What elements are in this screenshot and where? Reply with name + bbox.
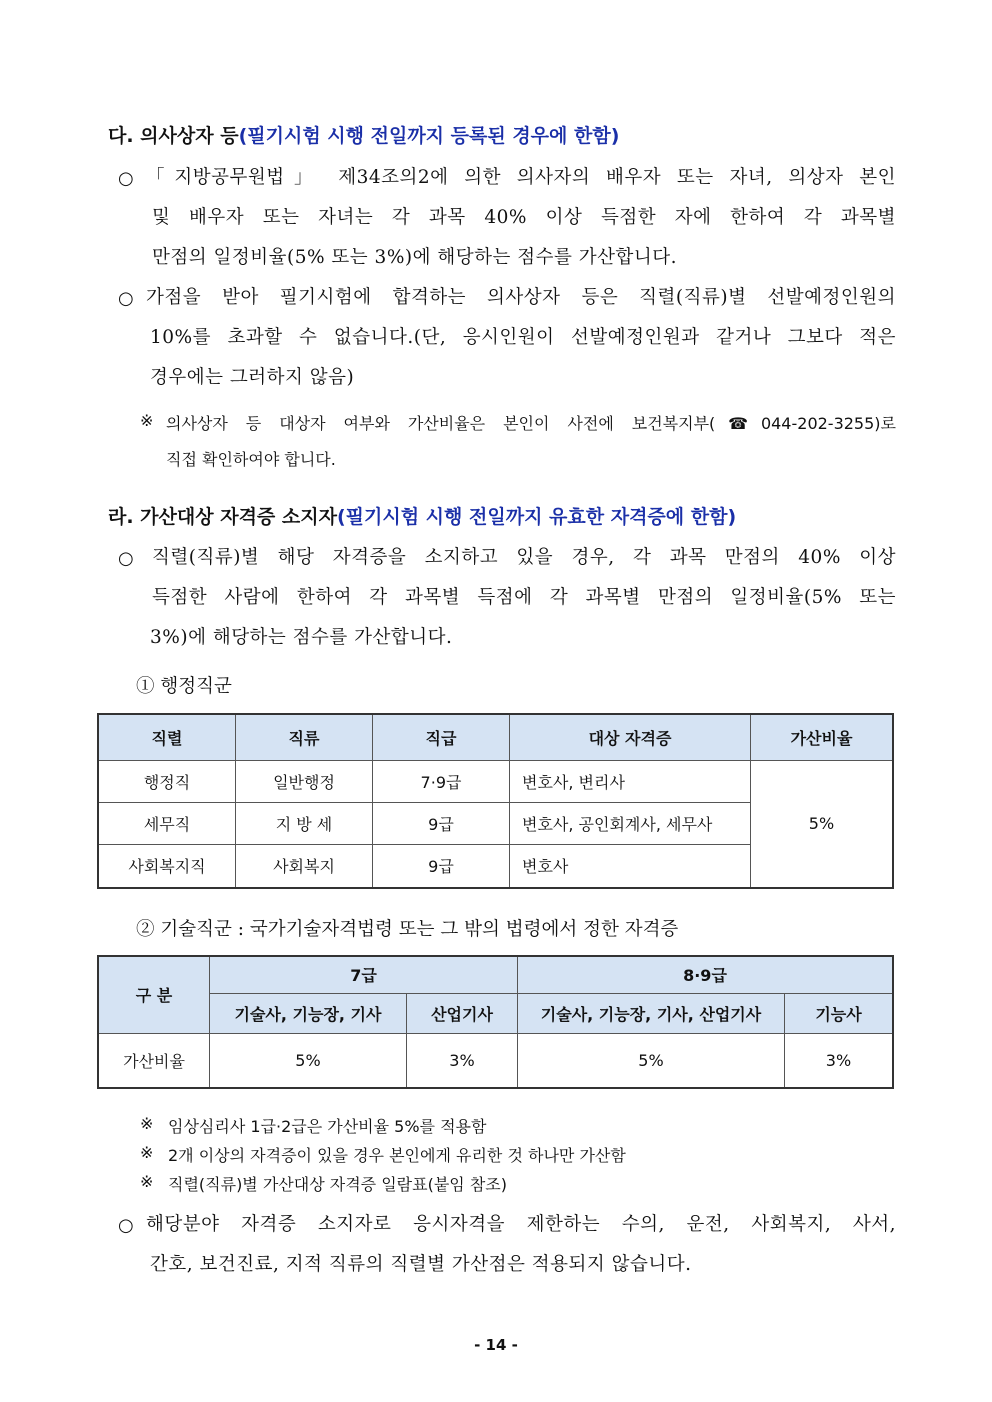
note-line: 임상심리사 1급·2급은 가산비율 5%를 적용함 <box>168 1117 487 1136</box>
tech-certificate-table <box>97 955 894 1089</box>
table-subheader: 산업기사 <box>407 993 518 1033</box>
note-line: 2개 이상의 자격증이 있을 경우 본인에게 유리한 것 하나만 가산함 <box>168 1146 626 1165</box>
table-subheader: 기능사 <box>785 993 894 1033</box>
table-subheader: 기술사, 기능장, 기사 <box>210 993 407 1033</box>
table-subheader: 기술사, 기능장, 기사, 산업기사 <box>518 993 785 1033</box>
table-cell: 3% <box>785 1033 894 1088</box>
table-cell: 변호사, 공인회계사, 세무사 <box>510 802 751 844</box>
paragraph-line: 3%)에 해당하는 점수를 가산합니다. <box>150 627 453 648</box>
note-marker: ※ <box>140 1172 154 1191</box>
paragraph-line: 「지방공무원법」 제34조의2에 의한 의사자의 배우자 또는 자녀, 의상자 본인 <box>146 167 896 188</box>
table-header: 직류 <box>236 714 373 760</box>
subsection-admin-title: ① 행정직군 <box>136 676 232 697</box>
table-group-header: 8·9급 <box>518 956 894 993</box>
paragraph-line: 만점의 일정비율(5% 또는 3%)에 해당하는 점수를 가산합니다. <box>152 247 677 268</box>
table-group-header: 7급 <box>210 956 518 993</box>
table-cell: 7·9급 <box>373 760 510 802</box>
table-cell: 변호사 <box>510 844 751 888</box>
section-da-note-line-2: 직접 확인하여야 합니다. <box>166 450 336 469</box>
section-da-condition: (필기시험 시행 전일까지 등록된 경우에 한함) <box>238 125 620 147</box>
paragraph-line: 경우에는 그러하지 않음) <box>150 367 355 388</box>
table-header: 대상 자격증 <box>510 714 751 760</box>
table-cell: 5% <box>518 1033 785 1088</box>
paragraph-line: 10%를 초과할 수 없습니다.(단, 응시인원이 선발예정인원과 같거나 그보다 적은 <box>150 327 896 348</box>
table-cell: 일반행정 <box>236 760 373 802</box>
paragraph-line: 및 배우자 또는 자녀는 각 과목 40% 이상 득점한 자에 한하여 각 과목별 <box>152 207 896 228</box>
section-da-bullet-2 <box>146 278 896 398</box>
table-cell: 지 방 세 <box>236 802 373 844</box>
paragraph-line: 간호, 보건진료, 지적 직류의 직렬별 가산점은 적용되지 않습니다. <box>150 1254 692 1275</box>
bullet-marker: ○ <box>118 288 134 309</box>
table-row <box>98 760 893 802</box>
table-corner-header: 구 분 <box>98 956 210 1033</box>
paragraph-line: 득점한 사람에 한하여 각 과목별 득점에 각 과목별 만점의 일정비율(5% 또는 <box>152 587 896 608</box>
subsection-tech-title: ② 기술직군 : 국가기술자격법령 또는 그 밖의 법령에서 정한 자격증 <box>136 919 679 940</box>
admin-rate-cell: 5% <box>751 760 894 888</box>
table-row <box>98 1033 893 1088</box>
table-header: 직급 <box>373 714 510 760</box>
section-da-heading <box>108 121 619 148</box>
note-line: 직렬(직류)별 가산대상 자격증 일람표(붙임 참조) <box>168 1175 507 1194</box>
bullet-marker: ○ <box>118 1215 134 1236</box>
note-marker: ※ <box>140 1114 154 1133</box>
table-cell: 5% <box>210 1033 407 1088</box>
paragraph-line: 해당분야 자격증 소지자로 응시자격을 제한하는 수의, 운전, 사회복지, 사서, <box>146 1214 896 1235</box>
bullet-marker: ○ <box>118 168 134 189</box>
table-header: 직렬 <box>98 714 236 760</box>
section-da-label: 다. 의사상자 등 <box>108 125 239 147</box>
table-cell: 사회복지 <box>236 844 373 888</box>
note-marker: ※ <box>140 1143 154 1162</box>
section-da-note-line-1: 의사상자 등 대상자 여부와 가산비율은 본인이 사전에 보건복지부(☎044-202-3255)로 <box>166 414 896 433</box>
admin-certificate-table <box>97 713 894 889</box>
page-number: - 14 - <box>474 1336 518 1354</box>
bullet-marker: ○ <box>118 548 134 569</box>
section-da-bullet-1 <box>146 158 896 278</box>
table-cell: 변호사, 변리사 <box>510 760 751 802</box>
section-ra-bullet-1 <box>146 538 896 658</box>
table-cell: 3% <box>407 1033 518 1088</box>
section-ra-condition: (필기시험 시행 전일까지 유효한 자격증에 한함) <box>336 506 737 528</box>
table-cell: 9급 <box>373 802 510 844</box>
table-row-label: 가산비율 <box>98 1033 210 1088</box>
note-marker: ※ <box>140 411 154 430</box>
section-ra-label: 라. 가산대상 자격증 소지자 <box>108 506 337 528</box>
table-cell: 사회복지직 <box>98 844 236 888</box>
table-header: 가산비율 <box>751 714 894 760</box>
table-cell: 행정직 <box>98 760 236 802</box>
section-ra-bullet-2 <box>146 1205 896 1285</box>
paragraph-line: 가점을 받아 필기시험에 합격하는 의사상자 등은 직렬(직류)별 선발예정인원의 <box>146 287 896 308</box>
section-ra-heading <box>108 502 736 529</box>
paragraph-line: 직렬(직류)별 해당 자격증을 소지하고 있을 경우, 각 과목 만점의 40% 이상 <box>152 547 896 568</box>
table-cell: 9급 <box>373 844 510 888</box>
table-cell: 세무직 <box>98 802 236 844</box>
